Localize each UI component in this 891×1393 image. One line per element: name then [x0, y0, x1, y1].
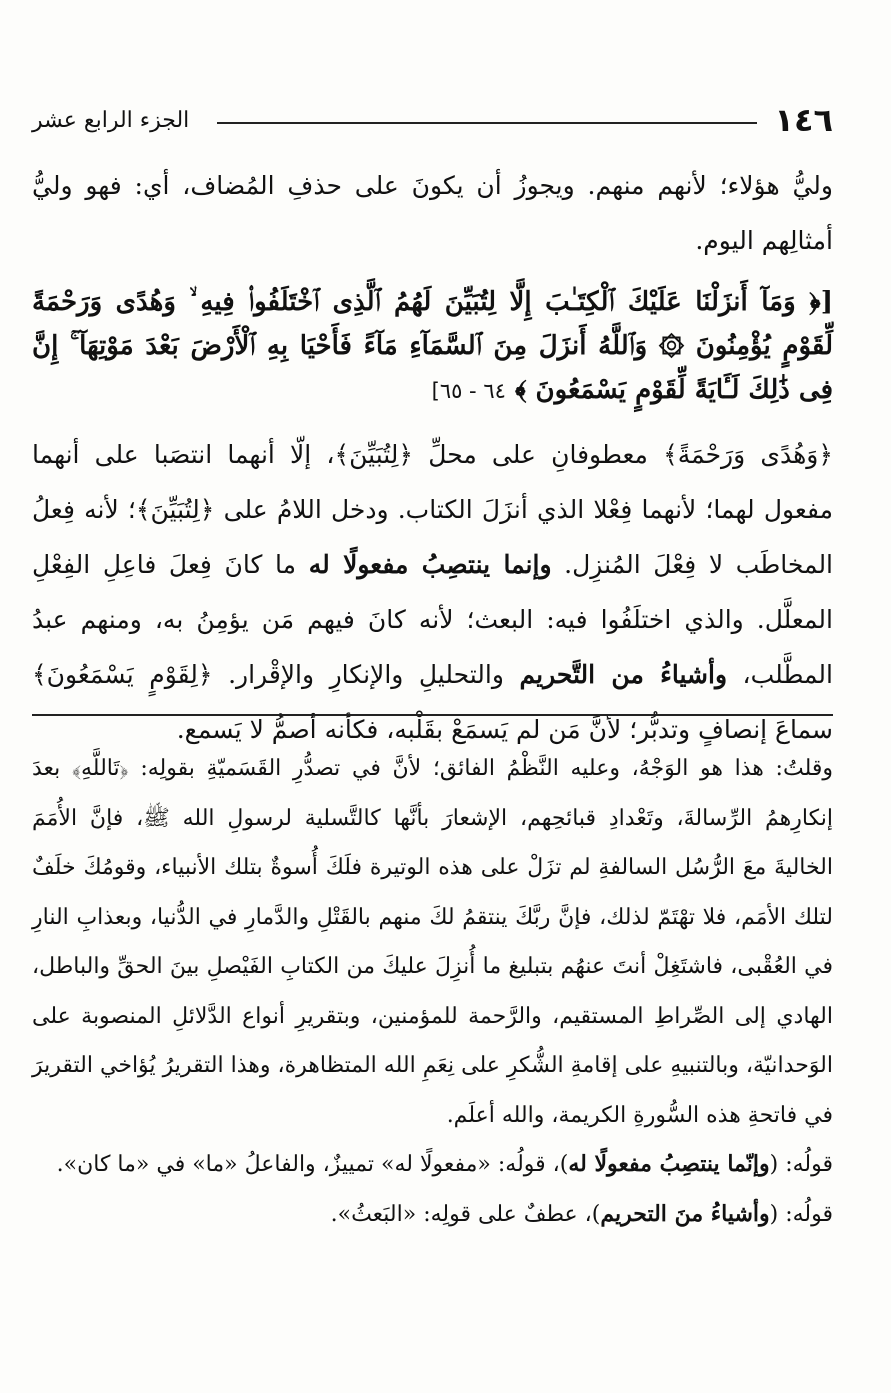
tafsir-text-2: ما كانَ فِعلَ فاعِلِ الفِعْلِ المعلَّل. والذي اختلَفُوا فيه: البعث؛ لأنه كانَ فيهم مَن يؤمِنُ به، ومنهم عبدُ المطَّلب، [32, 550, 833, 689]
commentary-section [32, 734, 833, 1239]
tafsir-bold-2: وأشياءُ من التَّحريم [519, 660, 728, 689]
page-header [32, 100, 833, 140]
tafsir-paragraph [32, 427, 833, 757]
quote-note-1 [32, 1140, 833, 1190]
quran-verse [32, 280, 833, 413]
verse-reference: ٦٤ - ٦٥] [431, 379, 506, 403]
quote-note-2 [32, 1190, 833, 1240]
quote-1-tail: )، قولُه: «مفعولًا له» تمييزٌ، والفاعلُ «ما» في «ما كان». [56, 1152, 569, 1177]
quote-2-tail: )، عطفٌ على قولِه: «البَعثُ». [330, 1201, 601, 1227]
part-title: الجزء الرابع عشر [32, 108, 190, 133]
intro-paragraph: وليُّ هؤلاء؛ لأنهم منهم. ويجوزُ أن يكونَ على حذفِ المُضاف، أي: فهو وليُّ أمثالِهم اليوم. [32, 171, 833, 255]
page-number: ١٤٦ [774, 101, 833, 139]
tafsir-text-1: ﴿وَهُدًى وَرَحْمَةً﴾ معطوفانِ على محلِّ ﴿لِتُبَيِّنَ﴾، إلّا أنهما انتصَبا على أنهما مفعول لهما؛ لأنهما فِعْلا الذي أنزَلَ الكتاب. ودخل اللامُ على ﴿لِتُبَيِّنَ﴾؛ لأنه فِعلُ المخاطَب لا فِعْلَ المُنزِل. [32, 440, 834, 579]
quote-2-bold: وأشياءُ منَ التحريم [600, 1200, 770, 1227]
tafsir-bold-1: وإنما ينتصِبُ مفعولًا له [308, 550, 552, 579]
header-rule [217, 122, 757, 124]
main-text [32, 158, 833, 757]
quote-1-lead: قولُه: ( [769, 1152, 833, 1177]
quote-1-bold: وإنّما ينتصِبُ مفعولًا له [568, 1151, 770, 1177]
commentary-paragraph: وقلتُ: هذا هو الوَجْهُ، وعليه النَّظْمُ الفائق؛ لأنَّ في تصدُّرِ القَسَميّةِ بقولِه: ﴿تَاللَّهِ﴾ بعدَ إنكارِهمُ الرِّسالةَ، وتَعْدادِ قبائحِهم، الإشعارَ بأنَّها كالتَّسلية لرسولِ الله ﷺ، فإنَّ الأُمَمَ الخاليةَ معَ الرُّسُل السالفةِ لم تزَلْ على هذه الوتيرة فلَكَ أُسوةٌ بتلك الأنبياء، وقومُكَ خلَفٌ لتلك الأمَم، فلا تهْتَمّ لذلك، فإنَّ ربَّكَ ينتقمُ لكَ منهم بالقَتْلِ والدَّمارِ في الدُّنيا، وبعذابِ النارِ في العُقْبى، فاشتَغِلْ أنتَ عنهُم بتبليغ ما أُنزِلَ عليكَ من الكتابِ الفَيْصلِ بينَ الحقِّ والباطل، الهادي إلى الصِّراطِ المستقيم، والرَّحمة للمؤمنين، وبتقريرِ أنواع الدَّلائلِ المنصوبة على الوَحدانيّة، وبالتنبيهِ على إقامةِ الشُّكرِ على نِعَمِ الله المتظاهرة، وهذا التقريرُ يُؤاخي التقريرَ في فاتحةِ هذه السُّورةِ الكريمة، والله أعلَم. [32, 756, 833, 1128]
tafsir-text-3: والتحليلِ والإنكارِ والإقْرار. ﴿لِقَوْمٍ يَسْمَعُونَ﴾ سماعَ إنصافٍ وتدبُّر؛ لأنَّ مَن لم يَسمَعْ بقَلْبه، فكأنه أصمُّ لا يَسمع. [32, 660, 833, 744]
verse-text: [﴿ وَمَآ أَنزَلْنَا عَلَيْكَ ٱلْكِتَـٰبَ إِلَّا لِتُبَيِّنَ لَهُمُ ٱلَّذِى ٱخْتَلَفُوا۟ فِيهِ ۙ وَهُدًى وَرَحْمَةً لِّقَوْمٍ يُؤْمِنُونَ ۞ وَٱللَّهُ أَنزَلَ مِنَ ٱلسَّمَآءِ مَآءً فَأَحْيَا بِهِ ٱلْأَرْضَ بَعْدَ مَوْتِهَآ ۚ إِنَّ فِى ذَٰلِكَ لَـَٔايَةً لِّقَوْمٍ يَسْمَعُونَ ﴾ [32, 287, 833, 405]
quote-2-lead: قولُه: ( [769, 1201, 833, 1227]
footnote-divider [32, 714, 833, 716]
